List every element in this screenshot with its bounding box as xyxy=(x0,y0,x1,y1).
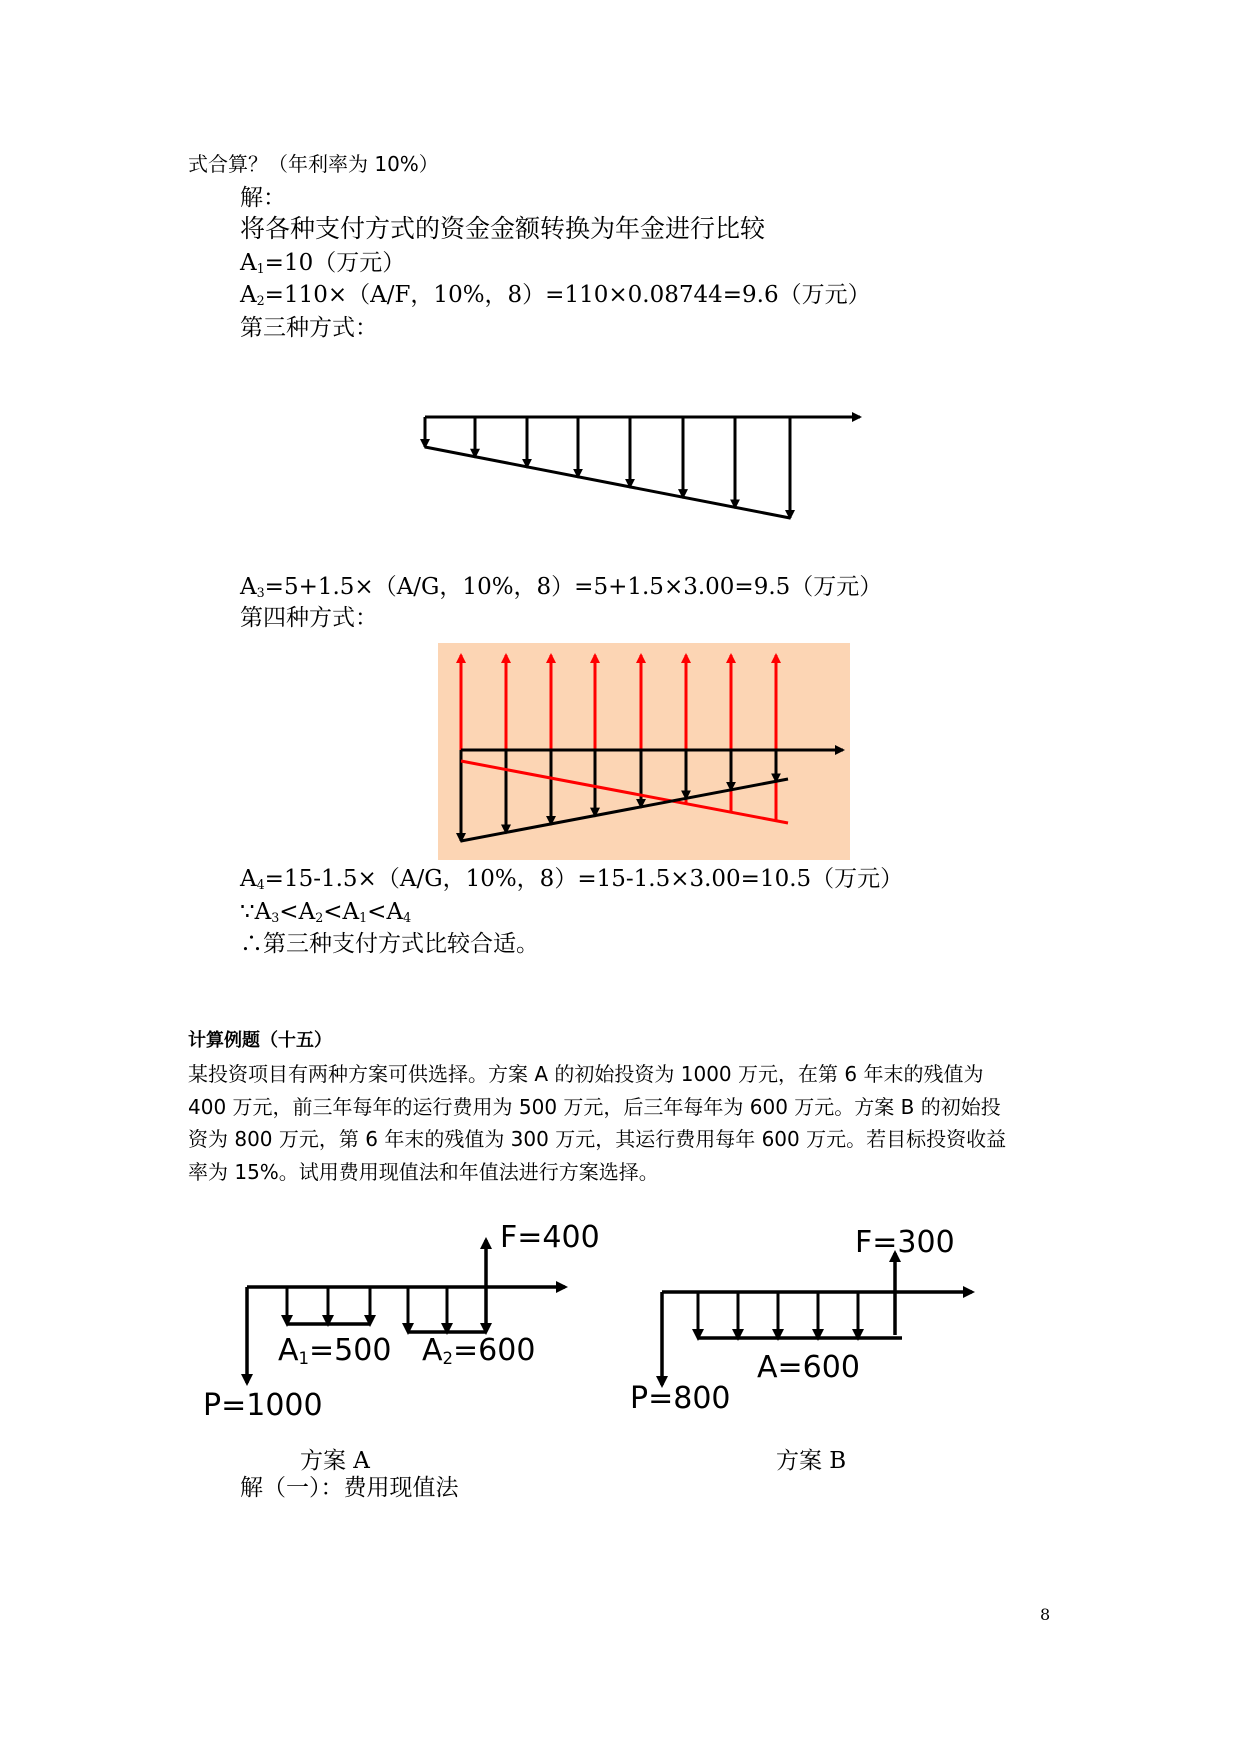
page-number: 8 xyxy=(1040,1605,1051,1624)
text-line: 解： xyxy=(240,185,286,211)
label-p-800: P=800 xyxy=(630,1381,731,1416)
formula-a3: $A_3=5+1.5\times(A/G$，10%，8）=5+1.5×3.00=9.5（万元） xyxy=(240,574,883,601)
conclusion-line: ∴第三种支付方式比较合适。 xyxy=(240,931,539,957)
text-line: 将各种支付方式的资金金额转换为年金进行比较 xyxy=(240,214,766,243)
label-f-300: F=300 xyxy=(855,1225,955,1260)
example-title: 计算例题（十五） xyxy=(188,1030,332,1051)
paragraph-line: 400 万元，前三年每年的运行费用为 500 万元，后三年每年为 600 万元。方案 B 的初始投 xyxy=(188,1095,1001,1119)
label-f-400: F=400 xyxy=(500,1220,600,1255)
cash-flow-diagram-combined xyxy=(438,643,858,863)
caption-plan-b: 方案 B xyxy=(776,1448,847,1474)
text-line: 第四种方式： xyxy=(240,605,378,631)
solution-heading: 解（一）：费用现值法 xyxy=(240,1475,459,1501)
paragraph-line: 某投资项目有两种方案可供选择。方案 A 的初始投资为 1000 万元，在第 6 年末的残值为 xyxy=(188,1062,984,1086)
label-a2-600: $A_2=600$ xyxy=(422,1333,536,1369)
text-line: 第三种方式： xyxy=(240,315,378,341)
formula-a4: $A_4=15-1.5\times(A/G$，10%，8）=15-1.5×3.00=10.5（万元） xyxy=(240,866,904,893)
paragraph-line: 率为 15%。试用费用现值法和年值法进行方案选择。 xyxy=(188,1160,659,1184)
label-a1-500: $A_1=500$ xyxy=(278,1333,392,1369)
paragraph-line: 资为 800 万元，第 6 年末的残值为 300 万元，其运行费用每年 600 万元。若目标投资收益 xyxy=(188,1127,1007,1151)
comparison-line: $\because A_3<A_2<A_1<A_4$ xyxy=(240,899,412,926)
text-line: 式合算？（年利率为 10%） xyxy=(188,152,439,176)
cash-flow-diagram-gradient xyxy=(415,400,865,530)
caption-plan-a: 方案 A xyxy=(300,1448,370,1474)
label-a-600: A=600 xyxy=(757,1350,860,1385)
label-p-1000: P=1000 xyxy=(203,1388,323,1423)
formula-a1: $A_1=10$（万元） xyxy=(240,250,406,277)
formula-a2: $A_2=110\times(A/F$，10%，8）=110×0.08744=9.6（万元） xyxy=(240,282,871,309)
